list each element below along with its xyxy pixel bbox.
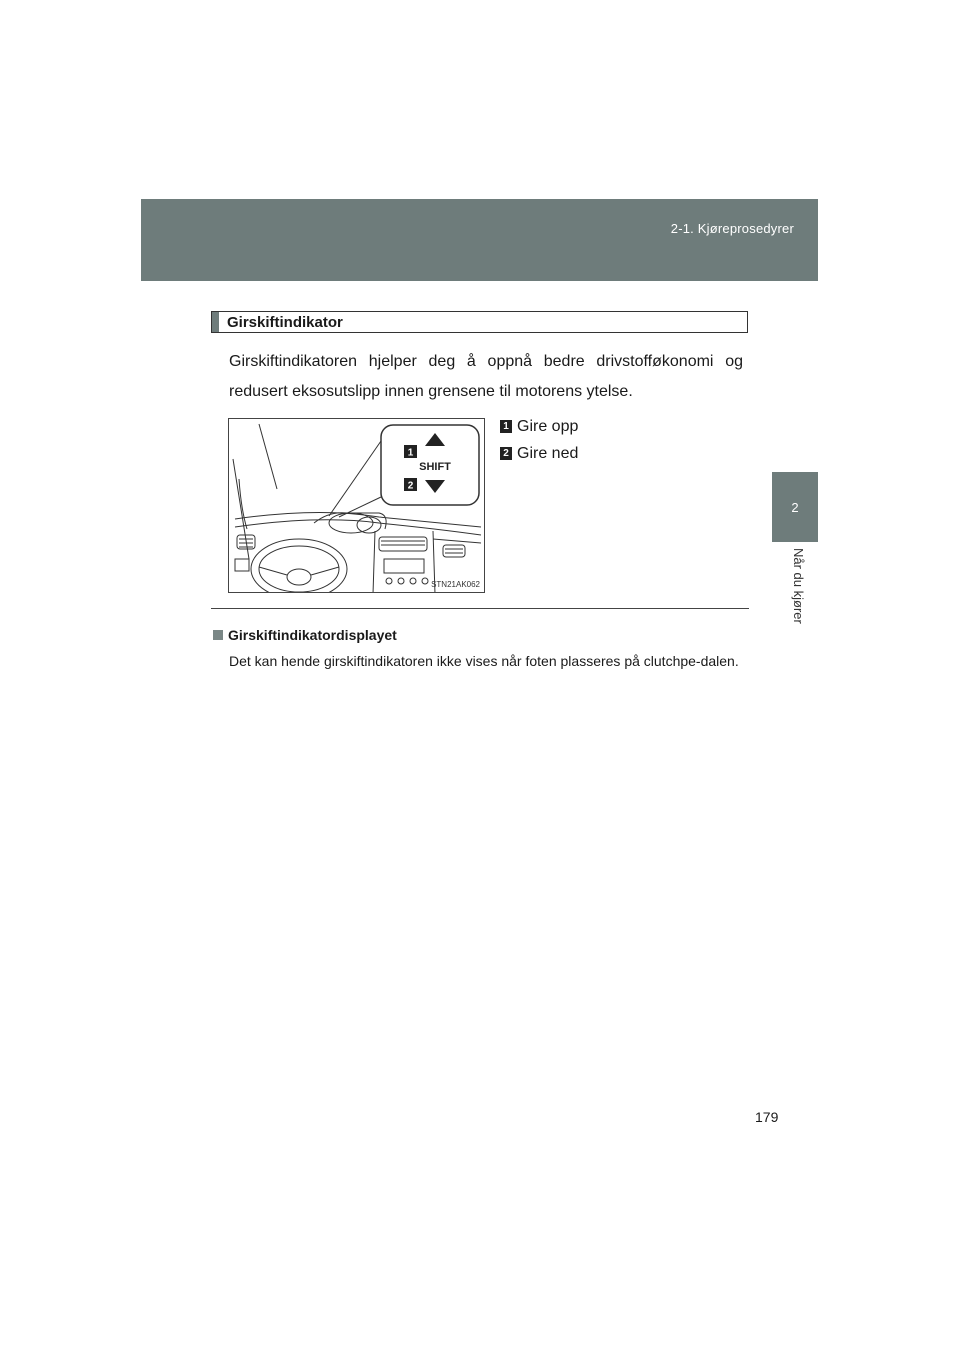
page-number: 179 xyxy=(755,1109,779,1125)
legend-badge: 1 xyxy=(500,420,512,433)
shift-label: SHIFT xyxy=(419,461,451,473)
header-section-title: 2-1. Kjøreprosedyrer xyxy=(670,221,794,236)
section-title-accent xyxy=(212,312,219,332)
legend-badge: 2 xyxy=(500,447,512,460)
intro-paragraph: Girskiftindikatoren hjelper deg å oppnå bedre drivstofføkonomi og redusert eksosutslipp innen grensene til motorens ytelse. xyxy=(229,353,743,400)
chapter-tab xyxy=(772,472,818,542)
legend-label: Gire ned xyxy=(517,444,579,462)
legend-label: Gire opp xyxy=(517,417,579,435)
square-bullet-icon xyxy=(213,630,223,640)
section-title: Girskiftindikator xyxy=(227,313,343,331)
dashboard-drawing xyxy=(229,419,485,593)
chapter-number: 2 xyxy=(791,499,799,515)
note-heading xyxy=(213,627,397,643)
section-divider xyxy=(211,608,749,609)
badge-1-text: 1 xyxy=(407,447,414,459)
dashboard-illustration xyxy=(228,418,485,593)
legend xyxy=(500,413,578,467)
header-band xyxy=(141,199,818,281)
note-body: Det kan hende girskiftindikatoren ikke vises når foten plasseres på clutchpe-dalen. xyxy=(229,653,739,669)
legend-item-shift-up xyxy=(500,413,578,440)
chapter-title: Når du kjører xyxy=(791,548,806,624)
figure-code: STN21AK062 xyxy=(431,580,480,589)
note-heading-text: Girskiftindikatordisplayet xyxy=(228,627,397,643)
legend-item-shift-down xyxy=(500,440,578,467)
badge-2-text: 2 xyxy=(407,480,414,492)
section-title-box xyxy=(211,311,748,333)
